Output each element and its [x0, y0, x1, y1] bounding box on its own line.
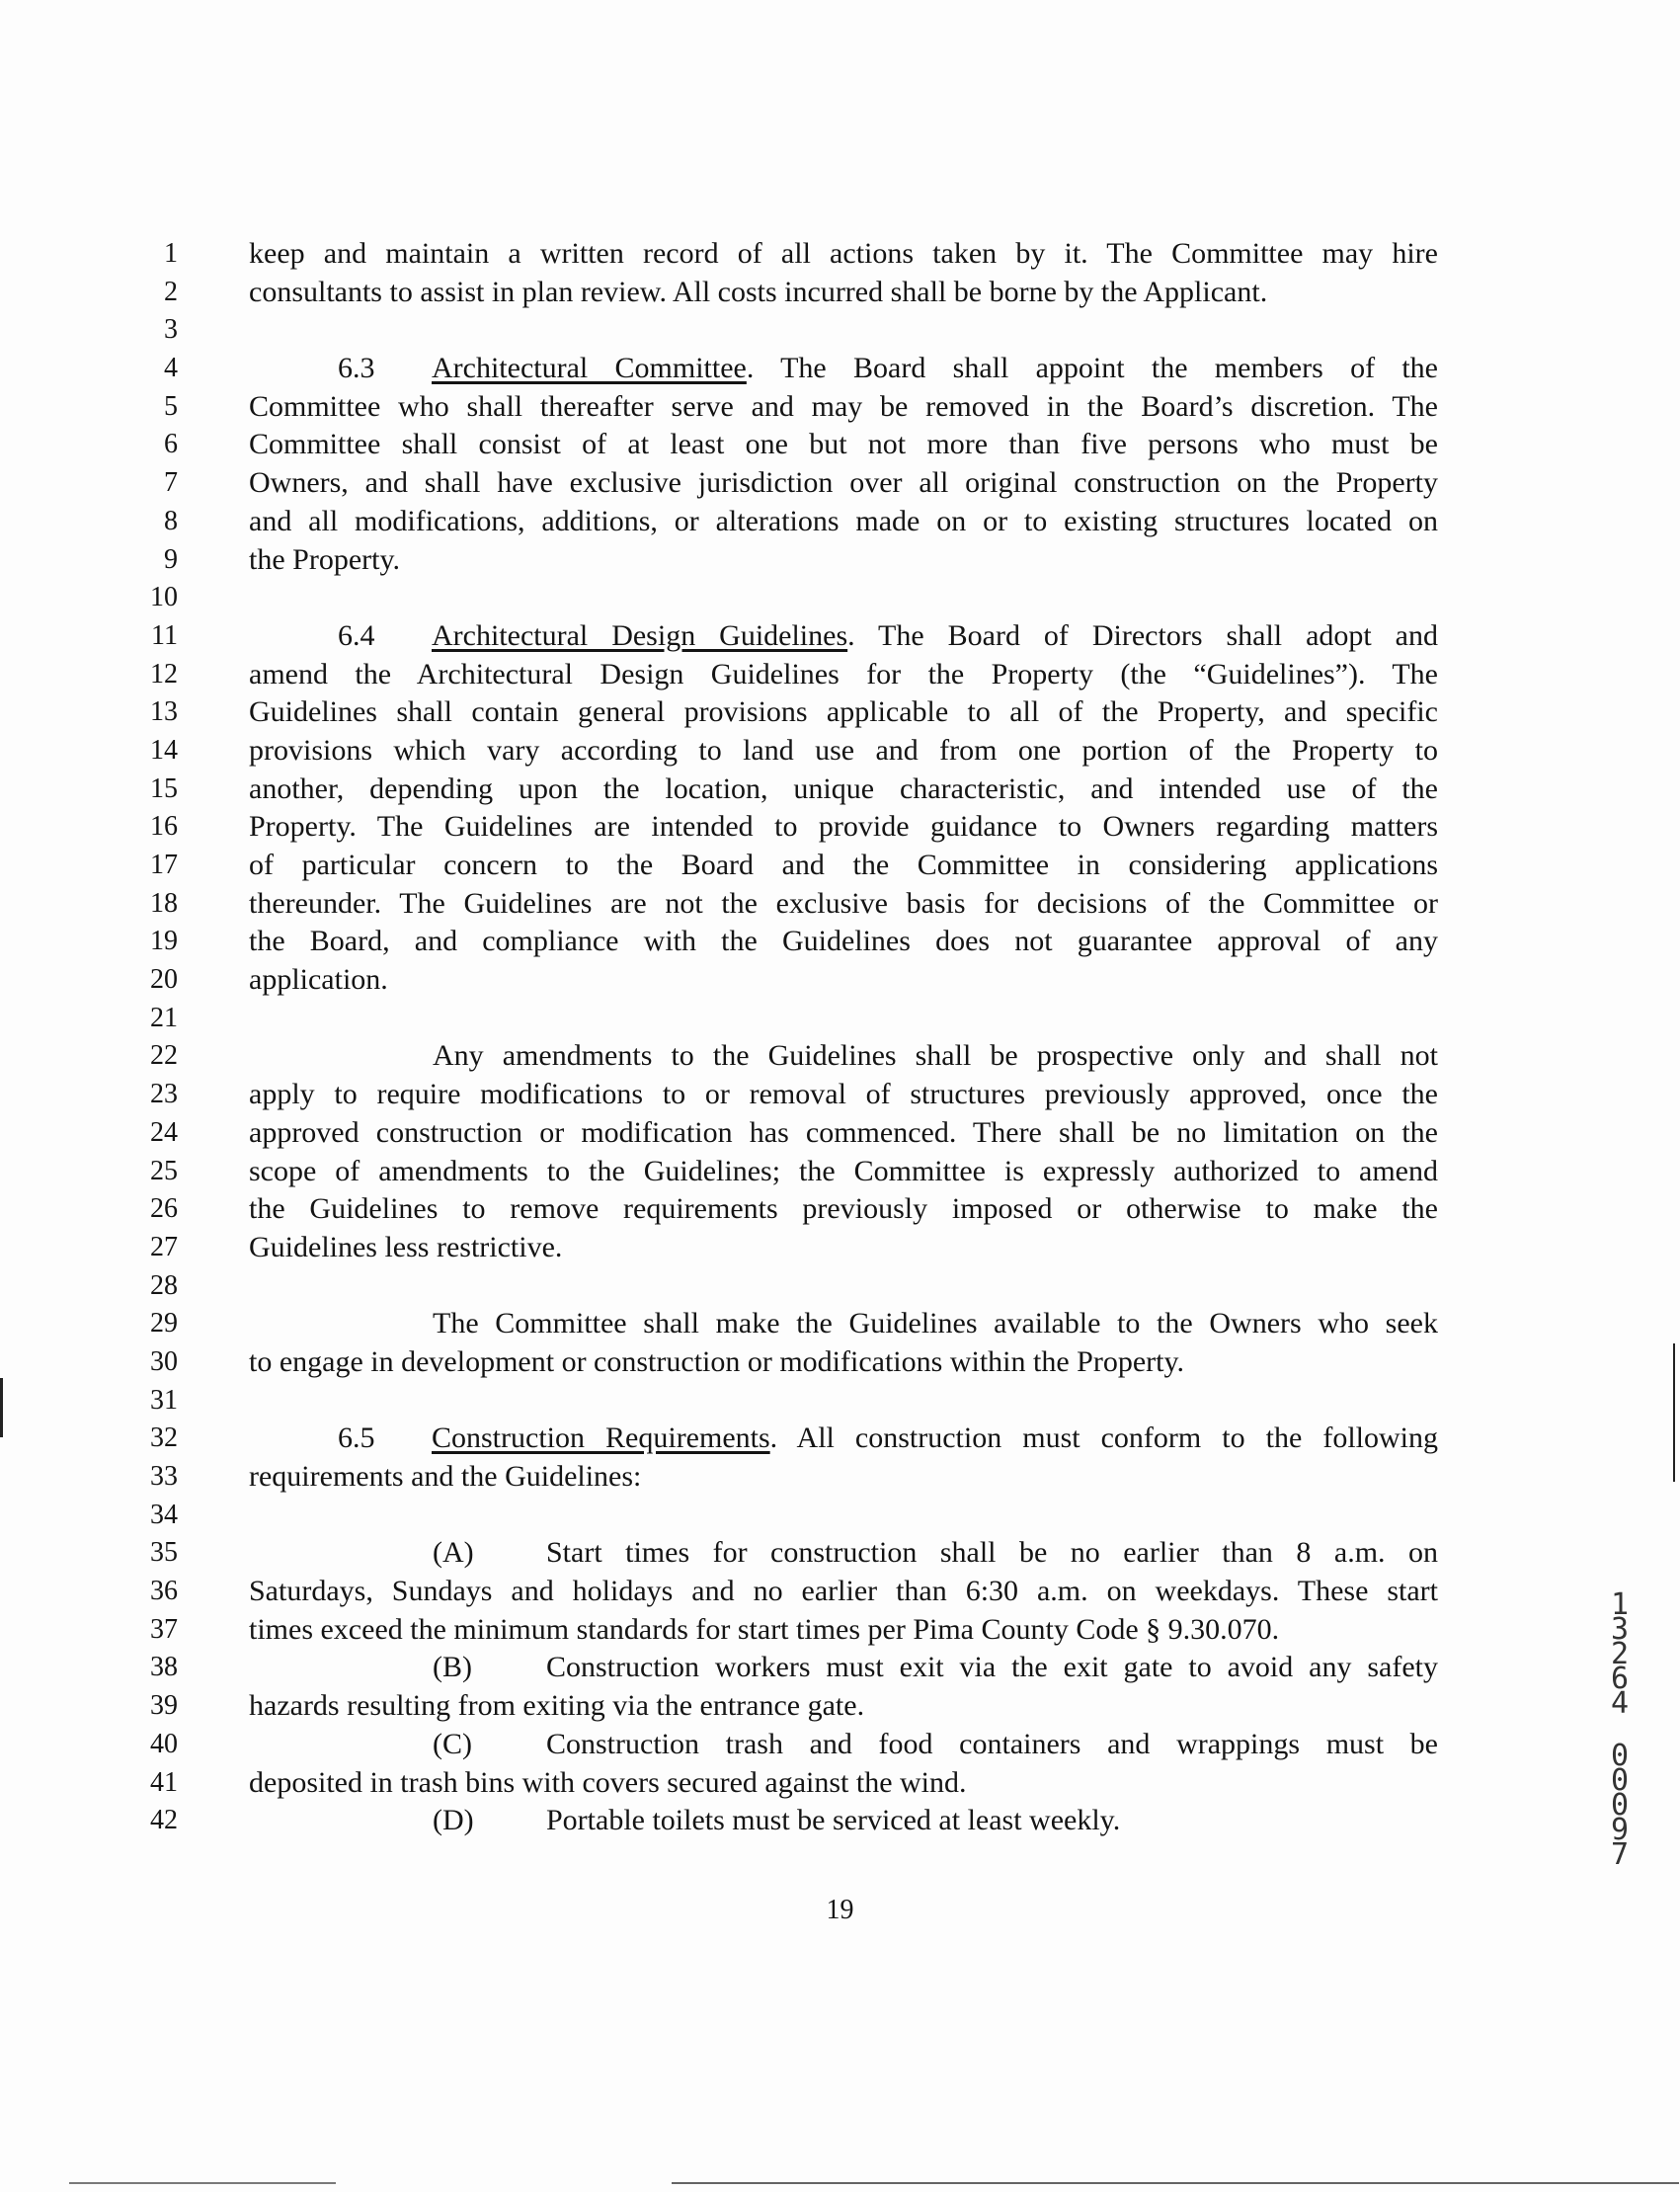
line-number: 40: [150, 1728, 178, 1759]
line-number: 24: [150, 1116, 178, 1148]
body-line: Property. The Guidelines are intended to provide guidance to Owners regarding matters: [249, 810, 1438, 844]
scan-edge-mark: [0, 1378, 3, 1437]
line-number: 6: [164, 429, 178, 460]
line-number: 42: [150, 1805, 178, 1836]
stamp-digit: 0: [1610, 1763, 1630, 1798]
scan-edge-mark: [672, 2182, 1679, 2184]
line-number-column: [138, 235, 198, 1840]
body-line: to engage in development or construction or modifications within the Property.: [249, 1344, 1185, 1378]
line-number: 36: [150, 1576, 178, 1607]
item-label: (B): [433, 1651, 472, 1684]
body-line: thereunder. The Guidelines are not the exclusive basis for decisions of the Committee or: [249, 886, 1438, 920]
line-number: 20: [150, 964, 178, 996]
body-line: deposited in trash bins with covers secured against the wind.: [249, 1765, 967, 1799]
item-text: Start times for construction shall be no earlier than 8 a.m. on: [546, 1536, 1438, 1570]
line-number: 2: [164, 276, 178, 307]
line-number: 8: [164, 505, 178, 536]
section-heading: Architectural Design Guidelines: [432, 618, 848, 652]
line-number: 26: [150, 1193, 178, 1225]
blank-line: [249, 311, 1438, 350]
line-number: 21: [150, 1002, 178, 1033]
item-c-line: [249, 1726, 1438, 1764]
section-heading: Architectural Committee: [432, 352, 747, 385]
stamp-digit: 0: [1610, 1739, 1630, 1773]
blank-line: [249, 1497, 1438, 1535]
body-line: keep and maintain a written record of all actions taken by it. The Committee may hire: [249, 237, 1438, 270]
line-number: 4: [164, 353, 178, 384]
line-number: 32: [150, 1422, 178, 1454]
line-number: 39: [150, 1690, 178, 1722]
body-line: Committee shall consist of at least one but not more than five persons who must be: [249, 428, 1438, 461]
blank-line: [249, 1267, 1438, 1306]
line-number: 30: [150, 1345, 178, 1377]
section-text: . The Board of Directors shall adopt and: [847, 618, 1439, 652]
body-line: The Committee shall make the Guidelines available to the Owners who seek: [433, 1307, 1438, 1340]
item-label: (A): [433, 1536, 474, 1570]
line-number: 11: [151, 619, 178, 651]
body-line: another, depending upon the location, unique characteristic, and intended use of the: [249, 771, 1438, 805]
section-text: . All construction must conform to the following: [769, 1421, 1438, 1455]
section-heading: Construction Requirements: [432, 1421, 770, 1455]
line-number: 9: [164, 543, 178, 575]
scan-edge-mark: [1673, 1343, 1675, 1482]
line-number: 41: [150, 1766, 178, 1798]
scan-edge-mark: [69, 2182, 336, 2184]
item-a-line: [249, 1534, 1438, 1573]
body-line: approved construction or modification has commenced. There shall be no limitation on the: [249, 1115, 1438, 1149]
item-d-line: [249, 1802, 1438, 1840]
line-number: 14: [150, 734, 178, 766]
body-line: the Property.: [249, 542, 401, 576]
body-line: hazards resulting from exiting via the entrance gate.: [249, 1689, 865, 1723]
item-b-line: [249, 1649, 1438, 1687]
body-line: of particular concern to the Board and the Committee in considering applications: [249, 849, 1438, 881]
item-text: Portable toilets must be serviced at least weekly.: [546, 1804, 1121, 1837]
blank-line: [249, 1382, 1438, 1421]
line-number: 15: [150, 772, 178, 804]
line-number: 31: [150, 1384, 178, 1416]
line-number: 19: [150, 926, 178, 957]
section-text: . The Board shall appoint the members of the: [746, 352, 1438, 385]
recording-stamp: [1590, 1587, 1649, 1872]
line-number: 22: [150, 1040, 178, 1072]
line-number: 3: [164, 314, 178, 346]
body-line: Owners, and shall have exclusive jurisdiction over all original construction on the Property: [249, 466, 1438, 500]
line-number: 34: [150, 1499, 178, 1530]
stamp-digit: 9: [1610, 1813, 1630, 1847]
stamp-digit: 2: [1610, 1637, 1630, 1671]
body-line: consultants to assist in plan review. All costs incurred shall be borne by the Applicant.: [249, 275, 1268, 308]
item-text: Construction trash and food containers and wrappings must be: [546, 1727, 1438, 1760]
section-6-4-line: [249, 617, 1438, 656]
line-number: 5: [164, 390, 178, 422]
line-number: 10: [150, 582, 178, 613]
stamp-digit: 7: [1610, 1837, 1630, 1872]
line-number: 13: [150, 696, 178, 728]
line-number: 25: [150, 1155, 178, 1186]
body-line: the Guidelines to remove requirements previously imposed or otherwise to make the: [249, 1192, 1438, 1226]
line-number: 35: [150, 1537, 178, 1569]
line-number: 18: [150, 887, 178, 919]
section-number: 6.5: [338, 1421, 375, 1455]
stamp-digit: 6: [1610, 1662, 1630, 1696]
body-line: Guidelines less restrictive.: [249, 1230, 563, 1263]
stamp-digit: 4: [1610, 1686, 1630, 1721]
line-number: 27: [150, 1231, 178, 1262]
stamp-digit: 0: [1610, 1788, 1630, 1823]
body-line: times exceed the minimum standards for start times per Pima County Code § 9.30.070.: [249, 1612, 1280, 1646]
section-number: 6.3: [338, 352, 375, 385]
blank-line: [249, 1000, 1438, 1038]
body-line: provisions which vary according to land use and from one portion of the Property to: [249, 733, 1438, 767]
body-line: application.: [249, 963, 388, 997]
line-number: 23: [150, 1079, 178, 1110]
item-text: Construction workers must exit via the exit gate to avoid any safety: [546, 1651, 1438, 1684]
body-line: Committee who shall thereafter serve and may be removed in the Board’s discretion. The: [249, 389, 1438, 423]
blank-line: [249, 579, 1438, 617]
body-line: and all modifications, additions, or alterations made on or to existing structures located on: [249, 504, 1438, 537]
body-line: requirements and the Guidelines:: [249, 1460, 642, 1493]
line-number: 38: [150, 1652, 178, 1683]
line-number: 17: [150, 850, 178, 880]
body-line: the Board, and compliance with the Guidelines does not guarantee approval of any: [249, 925, 1438, 958]
line-number: 16: [150, 811, 178, 843]
body-line: Any amendments to the Guidelines shall be prospective only and shall not: [433, 1039, 1438, 1073]
item-label: (C): [433, 1727, 472, 1760]
document-body: [249, 235, 1438, 1840]
line-number: 37: [150, 1613, 178, 1645]
line-number: 29: [150, 1308, 178, 1340]
stamp-digit: 1: [1610, 1587, 1630, 1622]
item-label: (D): [433, 1804, 474, 1837]
line-number: 1: [164, 238, 178, 269]
body-line: apply to require modifications to or removal of structures previously approved, once the: [249, 1078, 1438, 1111]
line-number: 7: [164, 467, 178, 499]
line-number: 28: [150, 1269, 178, 1301]
body-line: Guidelines shall contain general provisions applicable to all of the Property, and specific: [249, 695, 1438, 729]
body-line: amend the Architectural Design Guidelines for the Property (the “Guidelines”). The: [249, 657, 1438, 690]
line-number: 12: [150, 658, 178, 690]
line-number: 33: [150, 1461, 178, 1492]
body-line: Saturdays, Sundays and holidays and no earlier than 6:30 a.m. on weekdays. These start: [249, 1575, 1438, 1608]
section-6-5-line: [249, 1420, 1438, 1458]
section-number: 6.4: [338, 618, 375, 652]
body-line: scope of amendments to the Guidelines; the Committee is expressly authorized to amend: [249, 1154, 1438, 1187]
section-6-3-line: [249, 350, 1438, 388]
page-number: 19: [826, 1895, 854, 1925]
stamp-digit: 3: [1610, 1612, 1630, 1647]
